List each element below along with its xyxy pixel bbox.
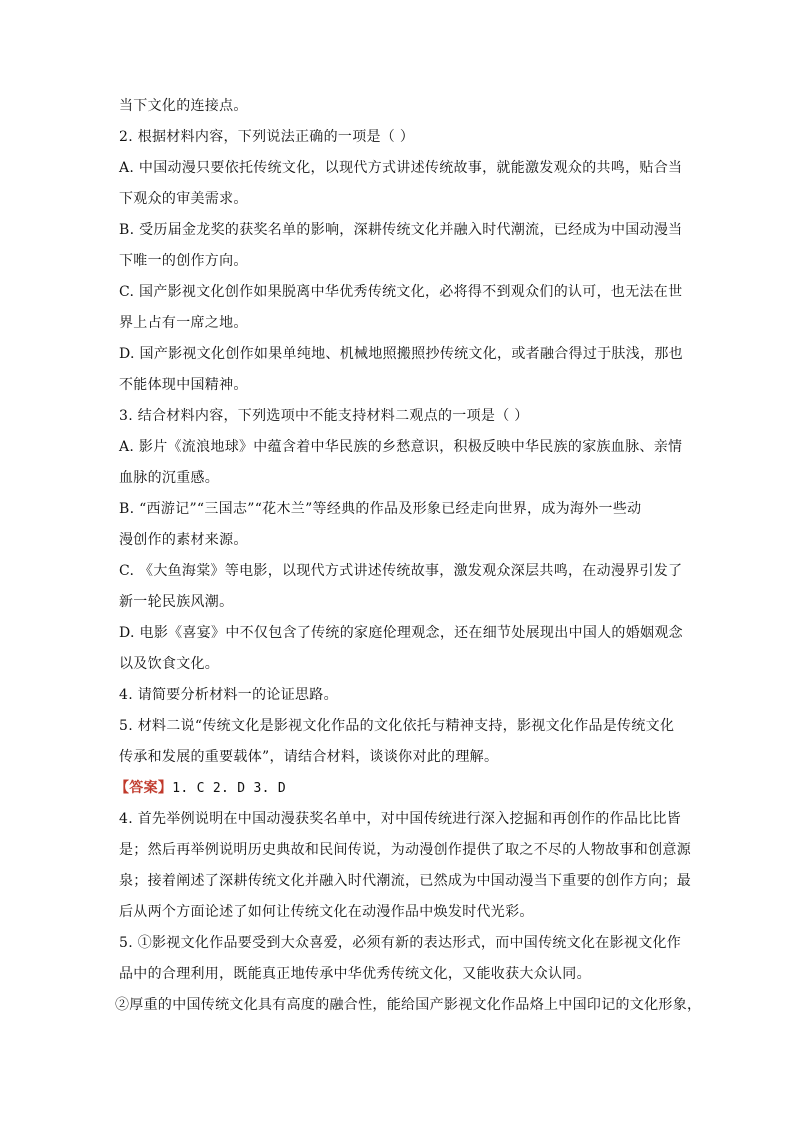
question-2: 2. 根据材料内容，下列说法正确的一项是（ ） [119, 129, 415, 145]
option-2b-line-1: B. 受历届金龙奖的获奖名单的影响，深耕传统文化并融入时代潮流，已经成为中国动漫当 [119, 222, 683, 238]
answer-4-line-4: 后从两个方面论述了如何让传统文化在动漫作品中焕发时代光彩。 [119, 904, 534, 920]
option-2c-line-2: 界上占有一席之地。 [119, 315, 248, 331]
answer-5-line-1: 5. ①影视文化作品要受到大众喜爱，必须有新的表达形式，而中国传统文化在影视文化作 [119, 935, 682, 951]
option-3b-line-1: B. “西游记”“三国志”“花木兰”等经典的作品及形象已经走向世界，成为海外一些动 [119, 501, 642, 517]
answer-4-line-3: 泉；接着阐述了深耕传统文化并融入时代潮流，已然成为中国动漫当下重要的创作方向；最 [119, 873, 691, 889]
text-line: 当下文化的连接点。 [119, 98, 248, 114]
option-2c-line-1: C. 国产影视文化创作如果脱离中华优秀传统文化，必将得不到观众们的认可，也无法在世 [119, 284, 683, 300]
option-2b-line-2: 下唯一的创作方向。 [119, 253, 248, 269]
option-2d-line-2: 不能体现中国精神。 [119, 377, 248, 393]
question-4: 4. 请简要分析材料一的论证思路。 [119, 687, 338, 703]
option-3a-line-1: A. 影片《流浪地球》中蕴含着中华民族的乡愁意识，积极反映中华民族的家族血脉、亲情 [119, 439, 683, 455]
answer-values: 1. C 2. D 3. D [172, 781, 286, 796]
answer-tag: 【答案】 [115, 780, 173, 796]
option-2d-line-1: D. 国产影视文化创作如果单纯地、机械地照搬照抄传统文化，或者融合得过于肤浅，那也 [119, 346, 683, 362]
answer-4-line-2: 是；然后再举例说明历史典故和民间传说，为动漫创作提供了取之不尽的人物故事和创意源 [119, 842, 691, 858]
option-2a-line-2: 下观众的审美需求。 [119, 191, 248, 207]
option-3b-line-2: 漫创作的素材来源。 [119, 532, 248, 548]
option-3a-line-2: 血脉的沉重感。 [119, 470, 220, 486]
option-2a-line-1: A. 中国动漫只要依托传统文化，以现代方式讲述传统故事，就能激发观众的共鸣，贴合当 [119, 160, 683, 176]
answer-5-line-2: 品中的合理利用，既能真正地传承中华优秀传统文化，又能收获大众认同。 [119, 966, 591, 982]
answer-4-line-1: 4. 首先举例说明在中国动漫获奖名单中，对中国传统进行深入挖掘和再创作的作品比比皆 [119, 811, 682, 827]
option-3c-line-1: C. 《大鱼海棠》等电影，以现代方式讲述传统故事，激发观众深层共鸣，在动漫界引发了 [119, 563, 683, 579]
option-3d-line-2: 以及饮食文化。 [119, 656, 220, 672]
option-3d-line-1: D. 电影《喜宴》中不仅包含了传统的家庭伦理观念，还在细节处展现出中国人的婚姻观念 [119, 625, 683, 641]
answer-5-line-3: ②厚重的中国传统文化具有高度的融合性，能给国产影视文化作品烙上中国印记的文化形象， [115, 997, 702, 1013]
question-5-line-1: 5. 材料二说“传统文化是影视文化作品的文化依托与精神支持，影视文化作品是传统文化 [119, 718, 675, 734]
question-3: 3. 结合材料内容，下列选项中不能支持材料二观点的一项是（ ） [119, 408, 529, 424]
option-3c-line-2: 新一轮民族风潮。 [119, 594, 234, 610]
question-5-line-2: 传承和发展的重要载体”，请结合材料，谈谈你对此的理解。 [119, 749, 499, 765]
answer-line [115, 778, 286, 799]
